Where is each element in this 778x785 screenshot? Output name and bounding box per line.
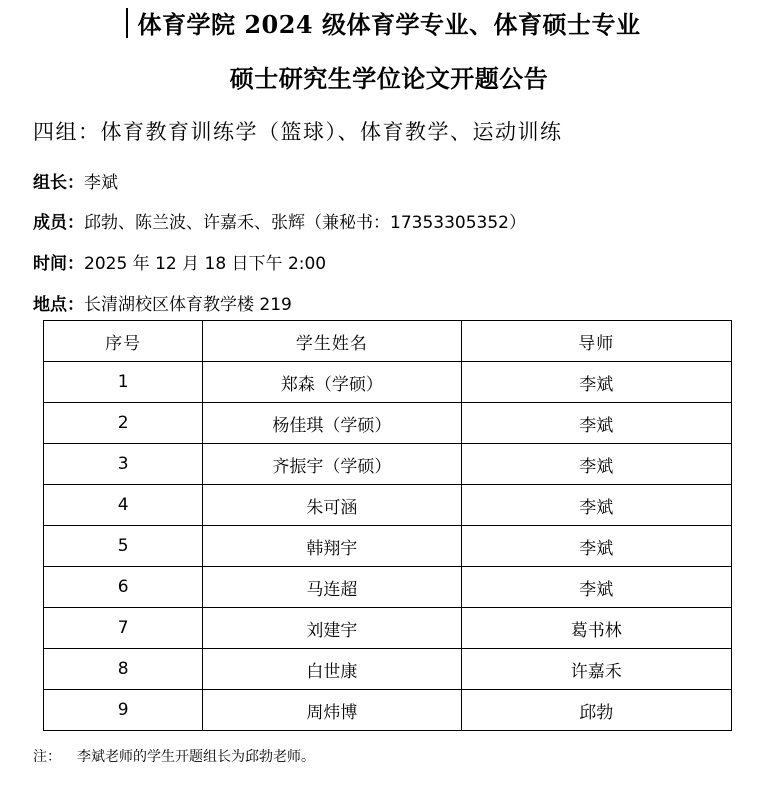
table-row: [44, 444, 732, 485]
student-name: 郑森（学硕）: [203, 362, 461, 403]
table-row: [44, 690, 732, 731]
table-row: [44, 608, 732, 649]
members-value: 邱勃、陈兰波、许嘉禾、张辉（兼秘书：17353305352）: [84, 213, 526, 233]
footnote: [33, 746, 315, 766]
table-row: [44, 362, 732, 403]
table-row: [44, 567, 732, 608]
row-number: 8: [44, 649, 203, 690]
leader-value: 李斌: [84, 173, 118, 193]
student-name: 朱可涵: [203, 485, 461, 526]
table-body: [44, 362, 732, 731]
announcement-title-line-2: 硕士研究生学位论文开题公告: [229, 64, 549, 93]
leader-label: 组长：: [33, 173, 84, 193]
leader-row: [33, 168, 118, 193]
place-row: [33, 290, 292, 315]
header-advisor: 导师: [461, 321, 731, 362]
members-row: [33, 208, 526, 233]
group-heading: 四组：体育教育训练学（篮球）、体育教学、运动训练: [33, 120, 563, 144]
row-number: 6: [44, 567, 203, 608]
advisor-name: 许嘉禾: [461, 649, 731, 690]
advisor-name: 李斌: [461, 362, 731, 403]
student-name: 刘建宇: [203, 608, 461, 649]
table-row: [44, 649, 732, 690]
student-name: 杨佳琪（学硕）: [203, 403, 461, 444]
row-number: 5: [44, 526, 203, 567]
place-label: 地点：: [33, 295, 84, 315]
student-name: 韩翔宇: [203, 526, 461, 567]
student-name: 马连超: [203, 567, 461, 608]
table-row: [44, 485, 732, 526]
time-value: 2025 年 12 月 18 日下午 2:00: [84, 254, 327, 274]
row-number: 3: [44, 444, 203, 485]
table-row: [44, 526, 732, 567]
announcement-title-line-1: 体育学院 2024 级体育学专业、体育硕士专业: [137, 10, 641, 39]
header-student-name: 学生姓名: [203, 321, 461, 362]
advisor-name: 李斌: [461, 526, 731, 567]
text-cursor: [126, 8, 128, 38]
table-header-row: [44, 321, 732, 362]
row-number: 9: [44, 690, 203, 731]
footnote-label: 注：: [33, 749, 61, 765]
advisor-name: 李斌: [461, 567, 731, 608]
header-number: 序号: [44, 321, 203, 362]
row-number: 4: [44, 485, 203, 526]
advisor-name: 葛书林: [461, 608, 731, 649]
footnote-text: 李斌老师的学生开题组长为邱勃老师。: [77, 749, 315, 765]
time-row: [33, 249, 326, 274]
table-row: [44, 403, 732, 444]
row-number: 2: [44, 403, 203, 444]
advisor-name: 李斌: [461, 485, 731, 526]
student-roster-table: [43, 320, 732, 731]
advisor-name: 李斌: [461, 403, 731, 444]
place-value: 长清湖校区体育教学楼 219: [84, 295, 292, 315]
student-name: 周炜博: [203, 690, 461, 731]
advisor-name: 李斌: [461, 444, 731, 485]
student-name: 齐振宇（学硕）: [203, 444, 461, 485]
time-label: 时间：: [33, 254, 84, 274]
row-number: 7: [44, 608, 203, 649]
row-number: 1: [44, 362, 203, 403]
advisor-name: 邱勃: [461, 690, 731, 731]
members-label: 成员：: [33, 213, 84, 233]
student-name: 白世康: [203, 649, 461, 690]
